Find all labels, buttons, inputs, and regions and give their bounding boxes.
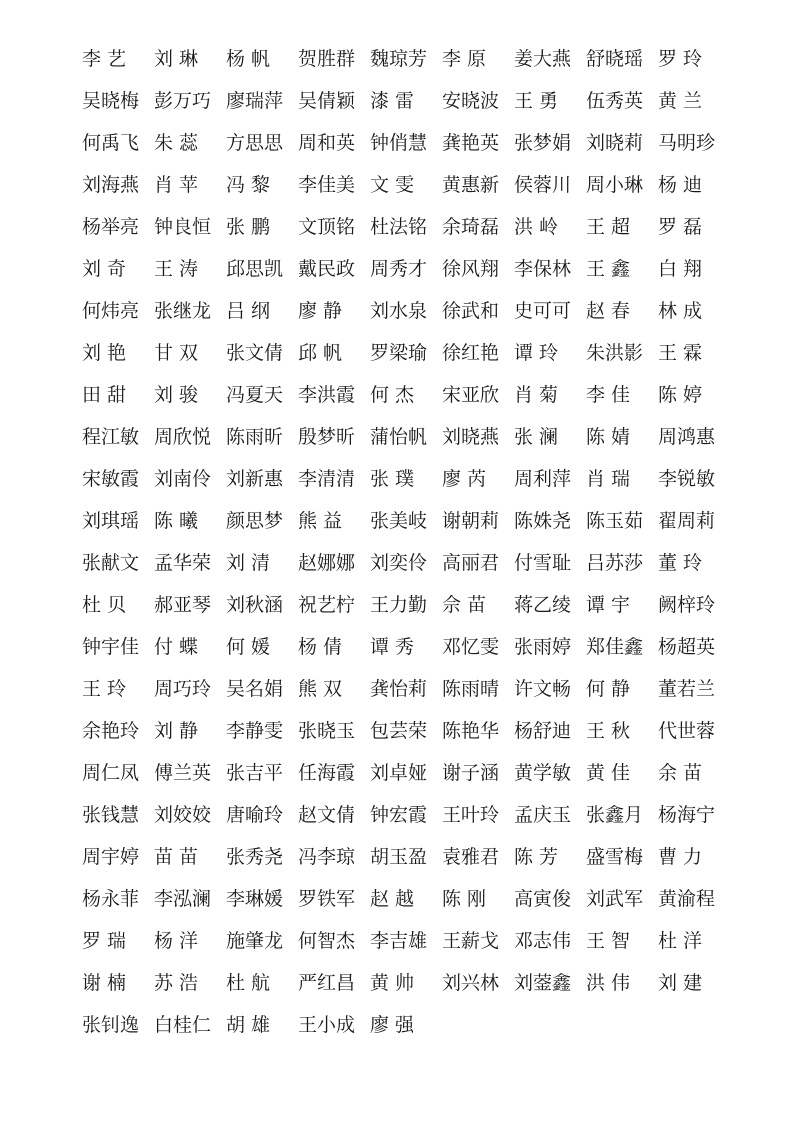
name-entry: 张梦娟 [514, 132, 572, 154]
name-entry: 杨永菲 [82, 888, 140, 910]
name-entry: 冯夏天 [226, 384, 284, 406]
name-entry: 肖 苹 [154, 174, 199, 196]
name-entry: 张 鹏 [226, 216, 271, 238]
name-entry: 谭 宇 [586, 594, 631, 616]
name-entry: 胡 雄 [226, 1014, 271, 1036]
name-entry: 施肇龙 [226, 930, 284, 952]
name-entry: 刘 艳 [82, 342, 127, 364]
name-entry: 罗梁瑜 [370, 342, 428, 364]
name-entry: 余琦磊 [442, 216, 500, 238]
name-entry: 钟俏慧 [370, 132, 428, 154]
name-entry: 杨 洋 [154, 930, 199, 952]
name-entry: 周和英 [298, 132, 356, 154]
name-entry: 张钱慧 [82, 804, 140, 826]
name-entry: 白 翔 [658, 258, 703, 280]
name-entry: 舒晓瑶 [586, 48, 644, 70]
name-entry: 周秀才 [370, 258, 428, 280]
name-entry: 苏 浩 [154, 972, 199, 994]
name-entry: 陈姝尧 [514, 510, 572, 532]
name-entry: 赵 春 [586, 300, 631, 322]
name-entry: 刘姣姣 [154, 804, 212, 826]
name-entry: 吴名娟 [226, 678, 284, 700]
name-entry: 廖 静 [298, 300, 343, 322]
name-entry: 李 艺 [82, 48, 127, 70]
name-entry: 许文畅 [514, 678, 572, 700]
name-entry: 何 杰 [370, 384, 415, 406]
name-entry: 李清清 [298, 468, 356, 490]
name-entry: 何禹飞 [82, 132, 140, 154]
name-entry: 张鑫月 [586, 804, 644, 826]
name-entry: 王 玲 [82, 678, 127, 700]
name-entry: 张吉平 [226, 762, 284, 784]
name-entry: 龚艳英 [442, 132, 500, 154]
name-entry: 代世蓉 [658, 720, 716, 742]
name-entry: 罗 磊 [658, 216, 703, 238]
name-entry: 陈 婷 [658, 384, 703, 406]
name-entry: 董 玲 [658, 552, 703, 574]
name-entry: 李琳媛 [226, 888, 284, 910]
name-entry: 熊 益 [298, 510, 343, 532]
name-entry: 刘蓥鑫 [514, 972, 572, 994]
name-entry: 谢 楠 [82, 972, 127, 994]
name-entry: 陈 婧 [586, 426, 631, 448]
name-entry: 包芸荣 [370, 720, 428, 742]
name-entry: 张文倩 [226, 342, 284, 364]
name-entry: 李泓澜 [154, 888, 212, 910]
name-entry: 刘南伶 [154, 468, 212, 490]
name-entry: 刘 清 [226, 552, 271, 574]
name-entry: 杨海宁 [658, 804, 716, 826]
name-entry: 马明珍 [658, 132, 716, 154]
name-entry: 王 超 [586, 216, 631, 238]
name-entry: 程江敏 [82, 426, 140, 448]
name-entry: 刘琪瑶 [82, 510, 140, 532]
name-entry: 魏琼芳 [370, 48, 428, 70]
name-entry: 张献文 [82, 552, 140, 574]
name-entry: 王小成 [298, 1014, 356, 1036]
name-entry: 刘 建 [658, 972, 703, 994]
name-entry: 刘 静 [154, 720, 199, 742]
name-entry: 袁雅君 [442, 846, 500, 868]
name-entry: 曹 力 [658, 846, 703, 868]
name-entry: 姜大燕 [514, 48, 572, 70]
name-entry: 唐喻玲 [226, 804, 284, 826]
name-entry: 杨舒迪 [514, 720, 572, 742]
name-entry: 安晓波 [442, 90, 500, 112]
name-entry: 陈雨昕 [226, 426, 284, 448]
name-entry: 张晓玉 [298, 720, 356, 742]
name-entry: 刘晓燕 [442, 426, 500, 448]
name-entry: 李洪霞 [298, 384, 356, 406]
name-entry: 刘海燕 [82, 174, 140, 196]
name-entry: 甘 双 [154, 342, 199, 364]
name-entry: 余艳玲 [82, 720, 140, 742]
name-entry: 陈 刚 [442, 888, 487, 910]
name-entry: 洪 岭 [514, 216, 559, 238]
name-entry: 周鸿惠 [658, 426, 716, 448]
name-entry: 李 原 [442, 48, 487, 70]
name-entry: 赵 越 [370, 888, 415, 910]
name-entry: 王 智 [586, 930, 631, 952]
name-entry: 苗 苗 [154, 846, 199, 868]
name-entry: 郑佳鑫 [586, 636, 644, 658]
name-entry: 周巧玲 [154, 678, 212, 700]
name-entry: 廖 芮 [442, 468, 487, 490]
name-entry: 付雪耻 [514, 552, 572, 574]
name-entry: 黄惠新 [442, 174, 500, 196]
name-entry: 陈 曦 [154, 510, 199, 532]
name-entry: 罗 瑞 [82, 930, 127, 952]
name-entry: 钟宏霞 [370, 804, 428, 826]
name-entry: 伍秀英 [586, 90, 644, 112]
name-entry: 赵文倩 [298, 804, 356, 826]
name-entry: 张秀尧 [226, 846, 284, 868]
name-entry: 胡玉盈 [370, 846, 428, 868]
name-entry: 周利萍 [514, 468, 572, 490]
name-entry: 邱 帆 [298, 342, 343, 364]
name-entry: 张美岐 [370, 510, 428, 532]
name-entry: 周宇婷 [82, 846, 140, 868]
name-entry: 孟庆玉 [514, 804, 572, 826]
name-entry: 黄渝程 [658, 888, 716, 910]
name-entry: 何 静 [586, 678, 631, 700]
name-entry: 杜法铭 [370, 216, 428, 238]
name-entry: 谢子涵 [442, 762, 500, 784]
name-entry: 周仁凤 [82, 762, 140, 784]
name-entry: 方思思 [226, 132, 284, 154]
name-entry: 白桂仁 [154, 1014, 212, 1036]
name-entry: 冯李琼 [298, 846, 356, 868]
name-entry: 钟良恒 [154, 216, 212, 238]
name-entry: 邓忆雯 [442, 636, 500, 658]
name-entry: 王力勤 [370, 594, 428, 616]
name-entry: 周欣悦 [154, 426, 212, 448]
name-entry: 肖 菊 [514, 384, 559, 406]
name-entry: 侯蓉川 [514, 174, 572, 196]
name-entry: 翟周莉 [658, 510, 716, 532]
name-entry: 董若兰 [658, 678, 716, 700]
name-entry: 邓志伟 [514, 930, 572, 952]
name-entry: 蒋乙绫 [514, 594, 572, 616]
name-entry: 冯 黎 [226, 174, 271, 196]
name-entry: 付 蝶 [154, 636, 199, 658]
name-entry: 徐风翔 [442, 258, 500, 280]
name-entry: 肖 瑞 [586, 468, 631, 490]
name-entry: 王 秋 [586, 720, 631, 742]
name-entry: 吕苏莎 [586, 552, 644, 574]
name-entry: 王薪戈 [442, 930, 500, 952]
name-entry: 徐红艳 [442, 342, 500, 364]
name-entry: 陈雨晴 [442, 678, 500, 700]
name-entry: 杨 帆 [226, 48, 271, 70]
name-entry: 罗 玲 [658, 48, 703, 70]
name-entry: 龚怡莉 [370, 678, 428, 700]
name-entry: 何 媛 [226, 636, 271, 658]
name-entry: 熊 双 [298, 678, 343, 700]
name-entry: 吕 纲 [226, 300, 271, 322]
name-entry: 颜思梦 [226, 510, 284, 532]
name-entry: 漆 雷 [370, 90, 415, 112]
name-entry: 宋亚欣 [442, 384, 500, 406]
name-entry: 黄 兰 [658, 90, 703, 112]
name-entry: 黄 帅 [370, 972, 415, 994]
name-entry: 王 鑫 [586, 258, 631, 280]
name-entry: 邱思凯 [226, 258, 284, 280]
name-entry: 史可可 [514, 300, 572, 322]
name-entry: 田 甜 [82, 384, 127, 406]
name-entry: 严红昌 [298, 972, 356, 994]
name-grid [82, 38, 732, 1046]
name-entry: 陈艳华 [442, 720, 500, 742]
name-entry: 刘兴林 [442, 972, 500, 994]
name-entry: 何智杰 [298, 930, 356, 952]
name-entry: 戴民政 [298, 258, 356, 280]
name-entry: 陈 芳 [514, 846, 559, 868]
name-entry: 黄 佳 [586, 762, 631, 784]
name-entry: 杜 航 [226, 972, 271, 994]
name-entry: 刘新惠 [226, 468, 284, 490]
name-entry: 郝亚琴 [154, 594, 212, 616]
name-entry: 刘秋涵 [226, 594, 284, 616]
name-entry: 吴倩颖 [298, 90, 356, 112]
name-entry: 杨超英 [658, 636, 716, 658]
name-entry: 傅兰英 [154, 762, 212, 784]
name-entry: 林 成 [658, 300, 703, 322]
name-entry: 朱 蕊 [154, 132, 199, 154]
name-entry: 徐武和 [442, 300, 500, 322]
name-entry: 王 勇 [514, 90, 559, 112]
name-entry: 高丽君 [442, 552, 500, 574]
name-entry: 杜 贝 [82, 594, 127, 616]
name-entry: 谢朝莉 [442, 510, 500, 532]
name-entry: 彭万巧 [154, 90, 212, 112]
name-entry: 刘 奇 [82, 258, 127, 280]
name-entry: 吴晓梅 [82, 90, 140, 112]
name-entry: 刘晓莉 [586, 132, 644, 154]
name-entry: 文顶铭 [298, 216, 356, 238]
name-entry: 盛雪梅 [586, 846, 644, 868]
name-entry: 刘 琳 [154, 48, 199, 70]
name-entry: 刘卓娅 [370, 762, 428, 784]
name-entry: 何炜亮 [82, 300, 140, 322]
name-entry: 高寅俊 [514, 888, 572, 910]
name-entry: 刘奕伶 [370, 552, 428, 574]
name-entry: 杨举亮 [82, 216, 140, 238]
name-entry: 刘武军 [586, 888, 644, 910]
name-entry: 罗铁军 [298, 888, 356, 910]
name-entry: 刘水泉 [370, 300, 428, 322]
name-entry: 文 雯 [370, 174, 415, 196]
name-entry: 李保林 [514, 258, 572, 280]
name-entry: 张 澜 [514, 426, 559, 448]
name-entry: 余 苗 [658, 762, 703, 784]
name-entry: 祝艺柠 [298, 594, 356, 616]
name-entry: 洪 伟 [586, 972, 631, 994]
name-entry: 李静雯 [226, 720, 284, 742]
name-entry: 周小琳 [586, 174, 644, 196]
name-list-page [82, 38, 732, 1046]
name-entry: 钟宇佳 [82, 636, 140, 658]
name-entry: 杨 倩 [298, 636, 343, 658]
name-entry: 廖 强 [370, 1014, 415, 1036]
name-entry: 阙梓玲 [658, 594, 716, 616]
name-entry: 王 涛 [154, 258, 199, 280]
name-entry: 殷梦昕 [298, 426, 356, 448]
name-entry: 刘 骏 [154, 384, 199, 406]
name-entry: 陈玉茹 [586, 510, 644, 532]
name-entry: 杨 迪 [658, 174, 703, 196]
name-entry: 赵娜娜 [298, 552, 356, 574]
name-entry: 廖瑞萍 [226, 90, 284, 112]
name-entry: 李吉雄 [370, 930, 428, 952]
name-entry: 谭 玲 [514, 342, 559, 364]
name-entry: 孟华荣 [154, 552, 212, 574]
name-entry: 李佳美 [298, 174, 356, 196]
name-entry: 谭 秀 [370, 636, 415, 658]
name-entry: 任海霞 [298, 762, 356, 784]
name-entry: 张 璞 [370, 468, 415, 490]
name-entry: 张钊逸 [82, 1014, 140, 1036]
name-entry: 贺胜群 [298, 48, 356, 70]
name-entry: 杜 洋 [658, 930, 703, 952]
name-entry: 张雨婷 [514, 636, 572, 658]
name-entry: 张继龙 [154, 300, 212, 322]
name-entry: 李 佳 [586, 384, 631, 406]
name-entry: 佘 苗 [442, 594, 487, 616]
name-entry: 黄学敏 [514, 762, 572, 784]
name-entry: 王 霖 [658, 342, 703, 364]
name-entry: 王叶玲 [442, 804, 500, 826]
name-entry: 李锐敏 [658, 468, 716, 490]
name-entry: 宋敏霞 [82, 468, 140, 490]
name-entry: 蒲怡帆 [370, 426, 428, 448]
name-entry: 朱洪影 [586, 342, 644, 364]
